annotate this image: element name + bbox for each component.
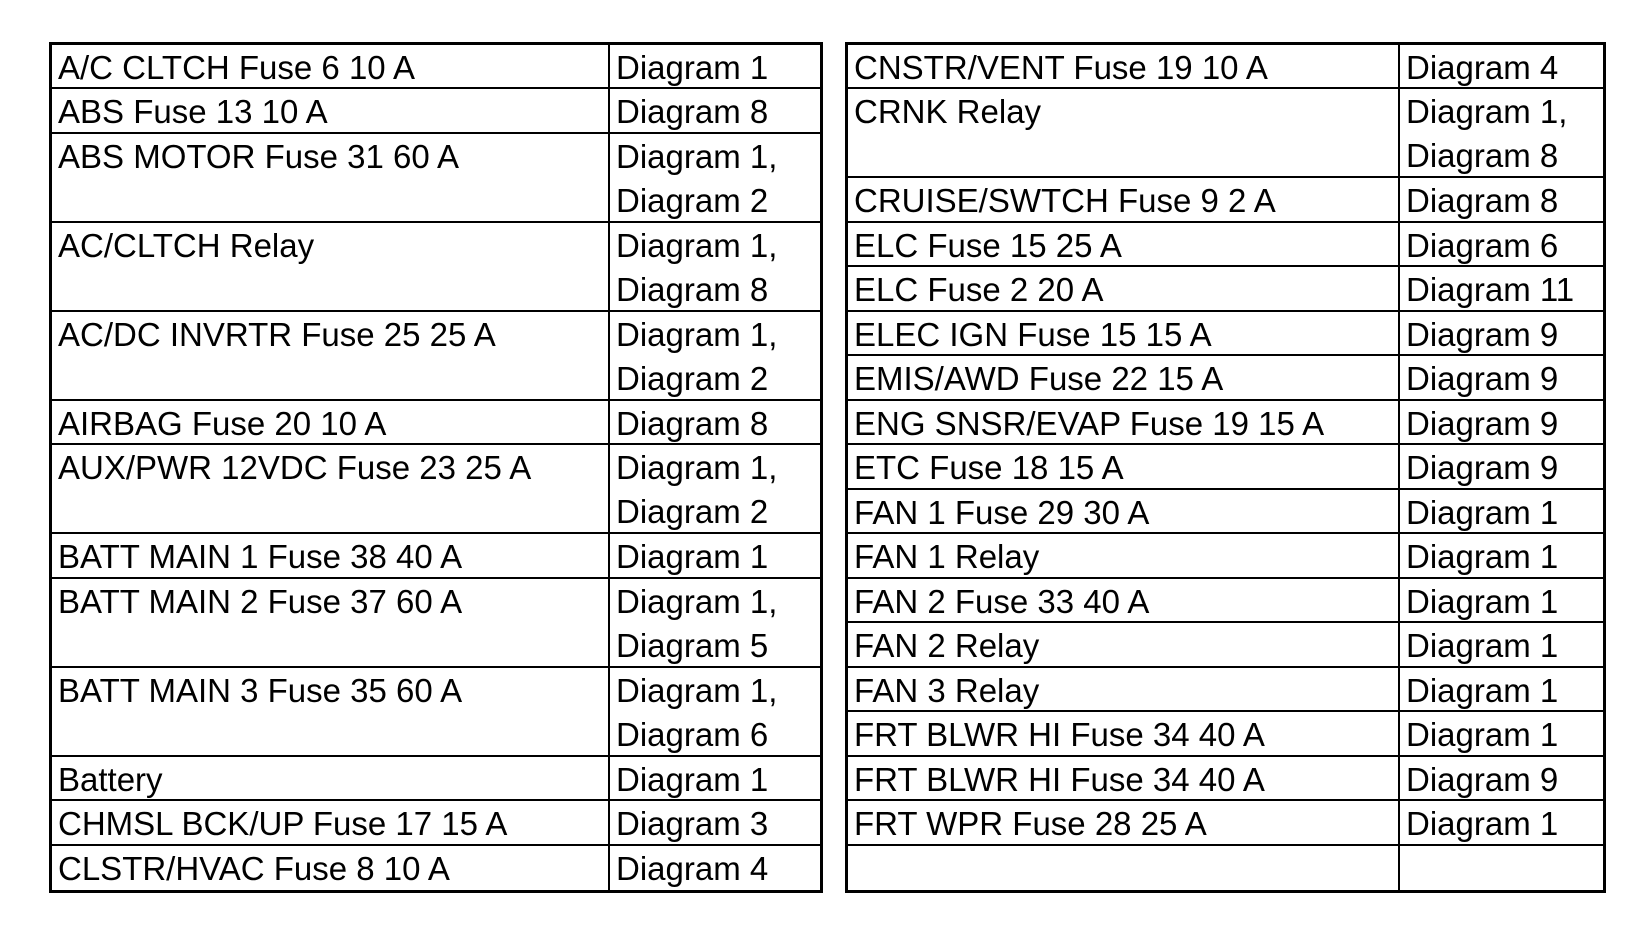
component-cell: AC/CLTCH Relay — [52, 223, 610, 312]
component-cell: FRT BLWR HI Fuse 34 40 A — [848, 712, 1400, 756]
diagram-reference-cell: Diagram 1 — [1400, 623, 1603, 667]
diagram-reference-cell: Diagram 9 — [1400, 356, 1603, 400]
diagram-reference-cell: Diagram 8 — [610, 401, 820, 445]
component-cell: EMIS/AWD Fuse 22 15 A — [848, 356, 1400, 400]
component-cell: ENG SNSR/EVAP Fuse 19 15 A — [848, 401, 1400, 445]
diagram-reference-cell: Diagram 1, Diagram 2 — [610, 445, 820, 534]
diagram-reference-cell: Diagram 1, Diagram 8 — [1400, 89, 1603, 178]
component-cell: CRNK Relay — [848, 89, 1400, 178]
diagram-reference-cell: Diagram 6 — [1400, 223, 1603, 267]
diagram-reference-cell: Diagram 1, Diagram 6 — [610, 668, 820, 757]
diagram-reference-cell: Diagram 1, Diagram 2 — [610, 134, 820, 223]
diagram-reference-cell: Diagram 8 — [1400, 178, 1603, 222]
component-cell: BATT MAIN 3 Fuse 35 60 A — [52, 668, 610, 757]
component-cell: AUX/PWR 12VDC Fuse 23 25 A — [52, 445, 610, 534]
component-cell: FAN 2 Relay — [848, 623, 1400, 667]
diagram-reference-cell: Diagram 9 — [1400, 401, 1603, 445]
fuse-index-table-right — [845, 42, 1606, 893]
diagram-reference-cell: Diagram 1, Diagram 5 — [610, 579, 820, 668]
component-cell: FAN 3 Relay — [848, 668, 1400, 712]
diagram-reference-cell: Diagram 1 — [1400, 579, 1603, 623]
diagram-reference-cell — [1400, 846, 1603, 890]
component-cell: CRUISE/SWTCH Fuse 9 2 A — [848, 178, 1400, 222]
diagram-reference-cell: Diagram 9 — [1400, 445, 1603, 489]
component-cell: CNSTR/VENT Fuse 19 10 A — [848, 45, 1400, 89]
component-cell: FAN 1 Fuse 29 30 A — [848, 490, 1400, 534]
diagram-reference-cell: Diagram 1 — [1400, 668, 1603, 712]
diagram-reference-cell: Diagram 9 — [1400, 757, 1603, 801]
component-cell: FAN 1 Relay — [848, 534, 1400, 578]
component-cell: ELEC IGN Fuse 15 15 A — [848, 312, 1400, 356]
component-cell: CLSTR/HVAC Fuse 8 10 A — [52, 846, 610, 890]
diagram-reference-cell: Diagram 8 — [610, 89, 820, 133]
diagram-reference-cell: Diagram 1 — [610, 757, 820, 801]
component-cell: CHMSL BCK/UP Fuse 17 15 A — [52, 801, 610, 845]
diagram-reference-cell: Diagram 11 — [1400, 267, 1603, 311]
diagram-reference-cell: Diagram 1, Diagram 2 — [610, 312, 820, 401]
component-cell: BATT MAIN 1 Fuse 38 40 A — [52, 534, 610, 578]
diagram-reference-cell: Diagram 3 — [610, 801, 820, 845]
component-cell: ELC Fuse 2 20 A — [848, 267, 1400, 311]
component-cell: BATT MAIN 2 Fuse 37 60 A — [52, 579, 610, 668]
diagram-reference-cell: Diagram 1 — [610, 534, 820, 578]
diagram-reference-cell: Diagram 9 — [1400, 312, 1603, 356]
component-cell: ELC Fuse 15 25 A — [848, 223, 1400, 267]
diagram-reference-cell: Diagram 1, Diagram 8 — [610, 223, 820, 312]
component-cell: FRT BLWR HI Fuse 34 40 A — [848, 757, 1400, 801]
diagram-reference-cell: Diagram 1 — [610, 45, 820, 89]
component-cell: ABS Fuse 13 10 A — [52, 89, 610, 133]
diagram-reference-cell: Diagram 1 — [1400, 534, 1603, 578]
diagram-reference-cell: Diagram 4 — [616, 849, 769, 887]
component-cell: AC/DC INVRTR Fuse 25 25 A — [52, 312, 610, 401]
component-cell: FAN 2 Fuse 33 40 A — [848, 579, 1400, 623]
diagram-reference-cell: Diagram 4 — [1400, 45, 1603, 89]
diagram-reference-cell: Diagram 1 — [1400, 801, 1603, 845]
diagram-reference-cell: Diagram 1 — [1400, 712, 1603, 756]
diagram-reference-cell: Diagram 1 — [1400, 490, 1603, 534]
fuse-index-table-left — [49, 42, 823, 893]
component-cell: A/C CLTCH Fuse 6 10 A — [52, 45, 610, 89]
component-cell — [848, 846, 1400, 890]
component-cell: ETC Fuse 18 15 A — [848, 445, 1400, 489]
component-cell: FRT WPR Fuse 28 25 A — [848, 801, 1400, 845]
component-cell: Battery — [52, 757, 610, 801]
component-cell: AIRBAG Fuse 20 10 A — [52, 401, 610, 445]
component-cell: ABS MOTOR Fuse 31 60 A — [52, 134, 610, 223]
